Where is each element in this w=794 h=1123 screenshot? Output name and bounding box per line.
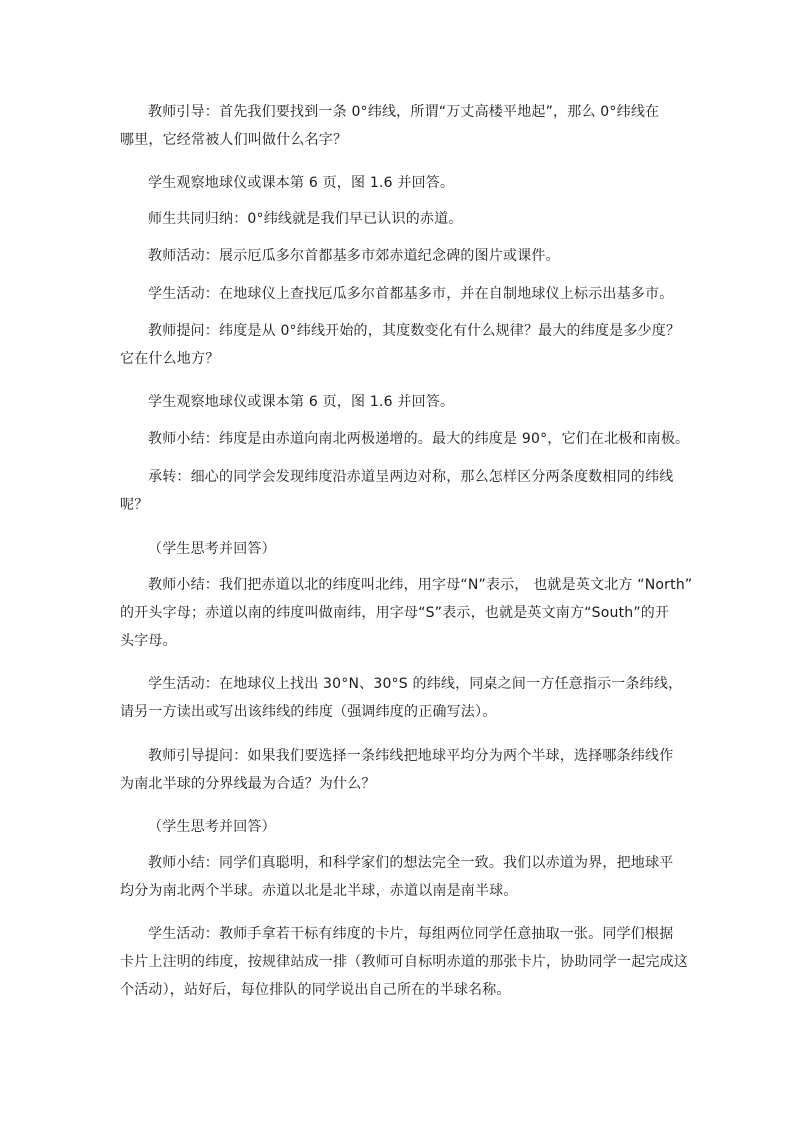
paragraph-teacher-activity xyxy=(120,242,676,270)
paragraph-summary-equator xyxy=(120,205,676,233)
text-line: 呢？ xyxy=(120,497,149,513)
paragraph-student-observe xyxy=(120,169,676,197)
paragraph-teacher-summary-north-south xyxy=(120,571,693,655)
text-line: 均分为南北两个半球。赤道以北是北半球，赤道以南是南半球。 xyxy=(120,883,518,899)
text-line: 教师活动：展示厄瓜多尔首都基多市郊赤道纪念碑的图片或课件。 xyxy=(148,248,560,264)
paragraph-student-think-2 xyxy=(120,813,676,841)
paragraph-student-observe-2 xyxy=(120,388,676,416)
paragraph-teacher-guide xyxy=(120,98,676,154)
text-line: 师生共同归纳：0°纬线就是我们早已认识的赤道。 xyxy=(148,211,463,227)
text-line: 卡片上注明的纬度，按规律站成一排（教师可自标明赤道的那张卡片，协助同学一起完成这 xyxy=(120,954,688,970)
paragraph-teacher-summary-90 xyxy=(120,425,690,453)
text-line: 教师提问：纬度是从 0°纬线开始的，其度数变化有什么规律？最大的纬度是多少度？ xyxy=(148,323,681,339)
text-line: 承转：细心的同学会发现纬度沿赤道呈两边对称，那么怎样区分两条度数相同的纬线 xyxy=(148,469,674,485)
paragraph-teacher-summary-hemispheres xyxy=(120,849,676,905)
text-line: 它在什么地方？ xyxy=(120,351,220,367)
text-line: 请另一方读出或写出该纬线的纬度（强调纬度的正确写法）。 xyxy=(120,704,497,720)
paragraph-student-think xyxy=(120,535,676,563)
paragraph-transition xyxy=(120,463,676,519)
text-line: （学生思考并回答） xyxy=(148,819,276,835)
text-line: 教师引导：首先我们要找到一条 0°纬线，所谓“万丈高楼平地起”，那么 0°纬线在 xyxy=(148,104,660,120)
text-line: 为南北半球的分界线最为合适？为什么？ xyxy=(120,776,376,792)
text-line: 哪里，它经常被人们叫做什么名字？ xyxy=(120,132,348,148)
text-line: 的开头字母；赤道以南的纬度叫做南纬，用字母“S”表示，也就是英文南方“South”的开 xyxy=(120,605,670,621)
paragraph-student-activity-quito xyxy=(120,280,676,308)
text-line: （学生思考并回答） xyxy=(148,541,276,557)
paragraph-student-activity-30 xyxy=(120,670,683,726)
text-line: 教师引导提问：如果我们要选择一条纬线把地球平均分为两个半球，选择哪条纬线作 xyxy=(148,748,674,764)
text-line: 学生观察地球仪或课本第 6 页，图 1.6 并回答。 xyxy=(148,394,455,410)
paragraph-teacher-guide-question xyxy=(120,742,676,798)
paragraph-student-activity-cards xyxy=(120,920,688,1004)
text-line: 个活动），站好后，每位排队的同学说出自己所在的半球名称。 xyxy=(120,982,511,998)
text-line: 学生活动：教师手拿若干标有纬度的卡片，每组两位同学任意抽取一张。同学们根据 xyxy=(148,926,674,942)
text-line: 学生观察地球仪或课本第 6 页，图 1.6 并回答。 xyxy=(148,175,455,191)
text-line: 教师小结：同学们真聪明，和科学家们的想法完全一致。我们以赤道为界，把地球平 xyxy=(148,855,674,871)
text-line: 学生活动：在地球仪上查找厄瓜多尔首都基多市，并在自制地球仪上标示出基多市。 xyxy=(148,286,674,302)
paragraph-teacher-question xyxy=(120,317,681,373)
text-line: 学生活动：在地球仪上找出 30°N、30°S 的纬线，同桌之间一方任意指示一条纬线， xyxy=(148,676,683,692)
text-line: 教师小结：我们把赤道以北的纬度叫北纬，用字母“N”表示， 也就是英文北方 “North” xyxy=(148,577,693,593)
text-line: 教师小结：纬度是由赤道向南北两极递增的。最大的纬度是 90°，它们在北极和南极。 xyxy=(148,431,690,447)
text-line: 头字母。 xyxy=(120,633,177,649)
